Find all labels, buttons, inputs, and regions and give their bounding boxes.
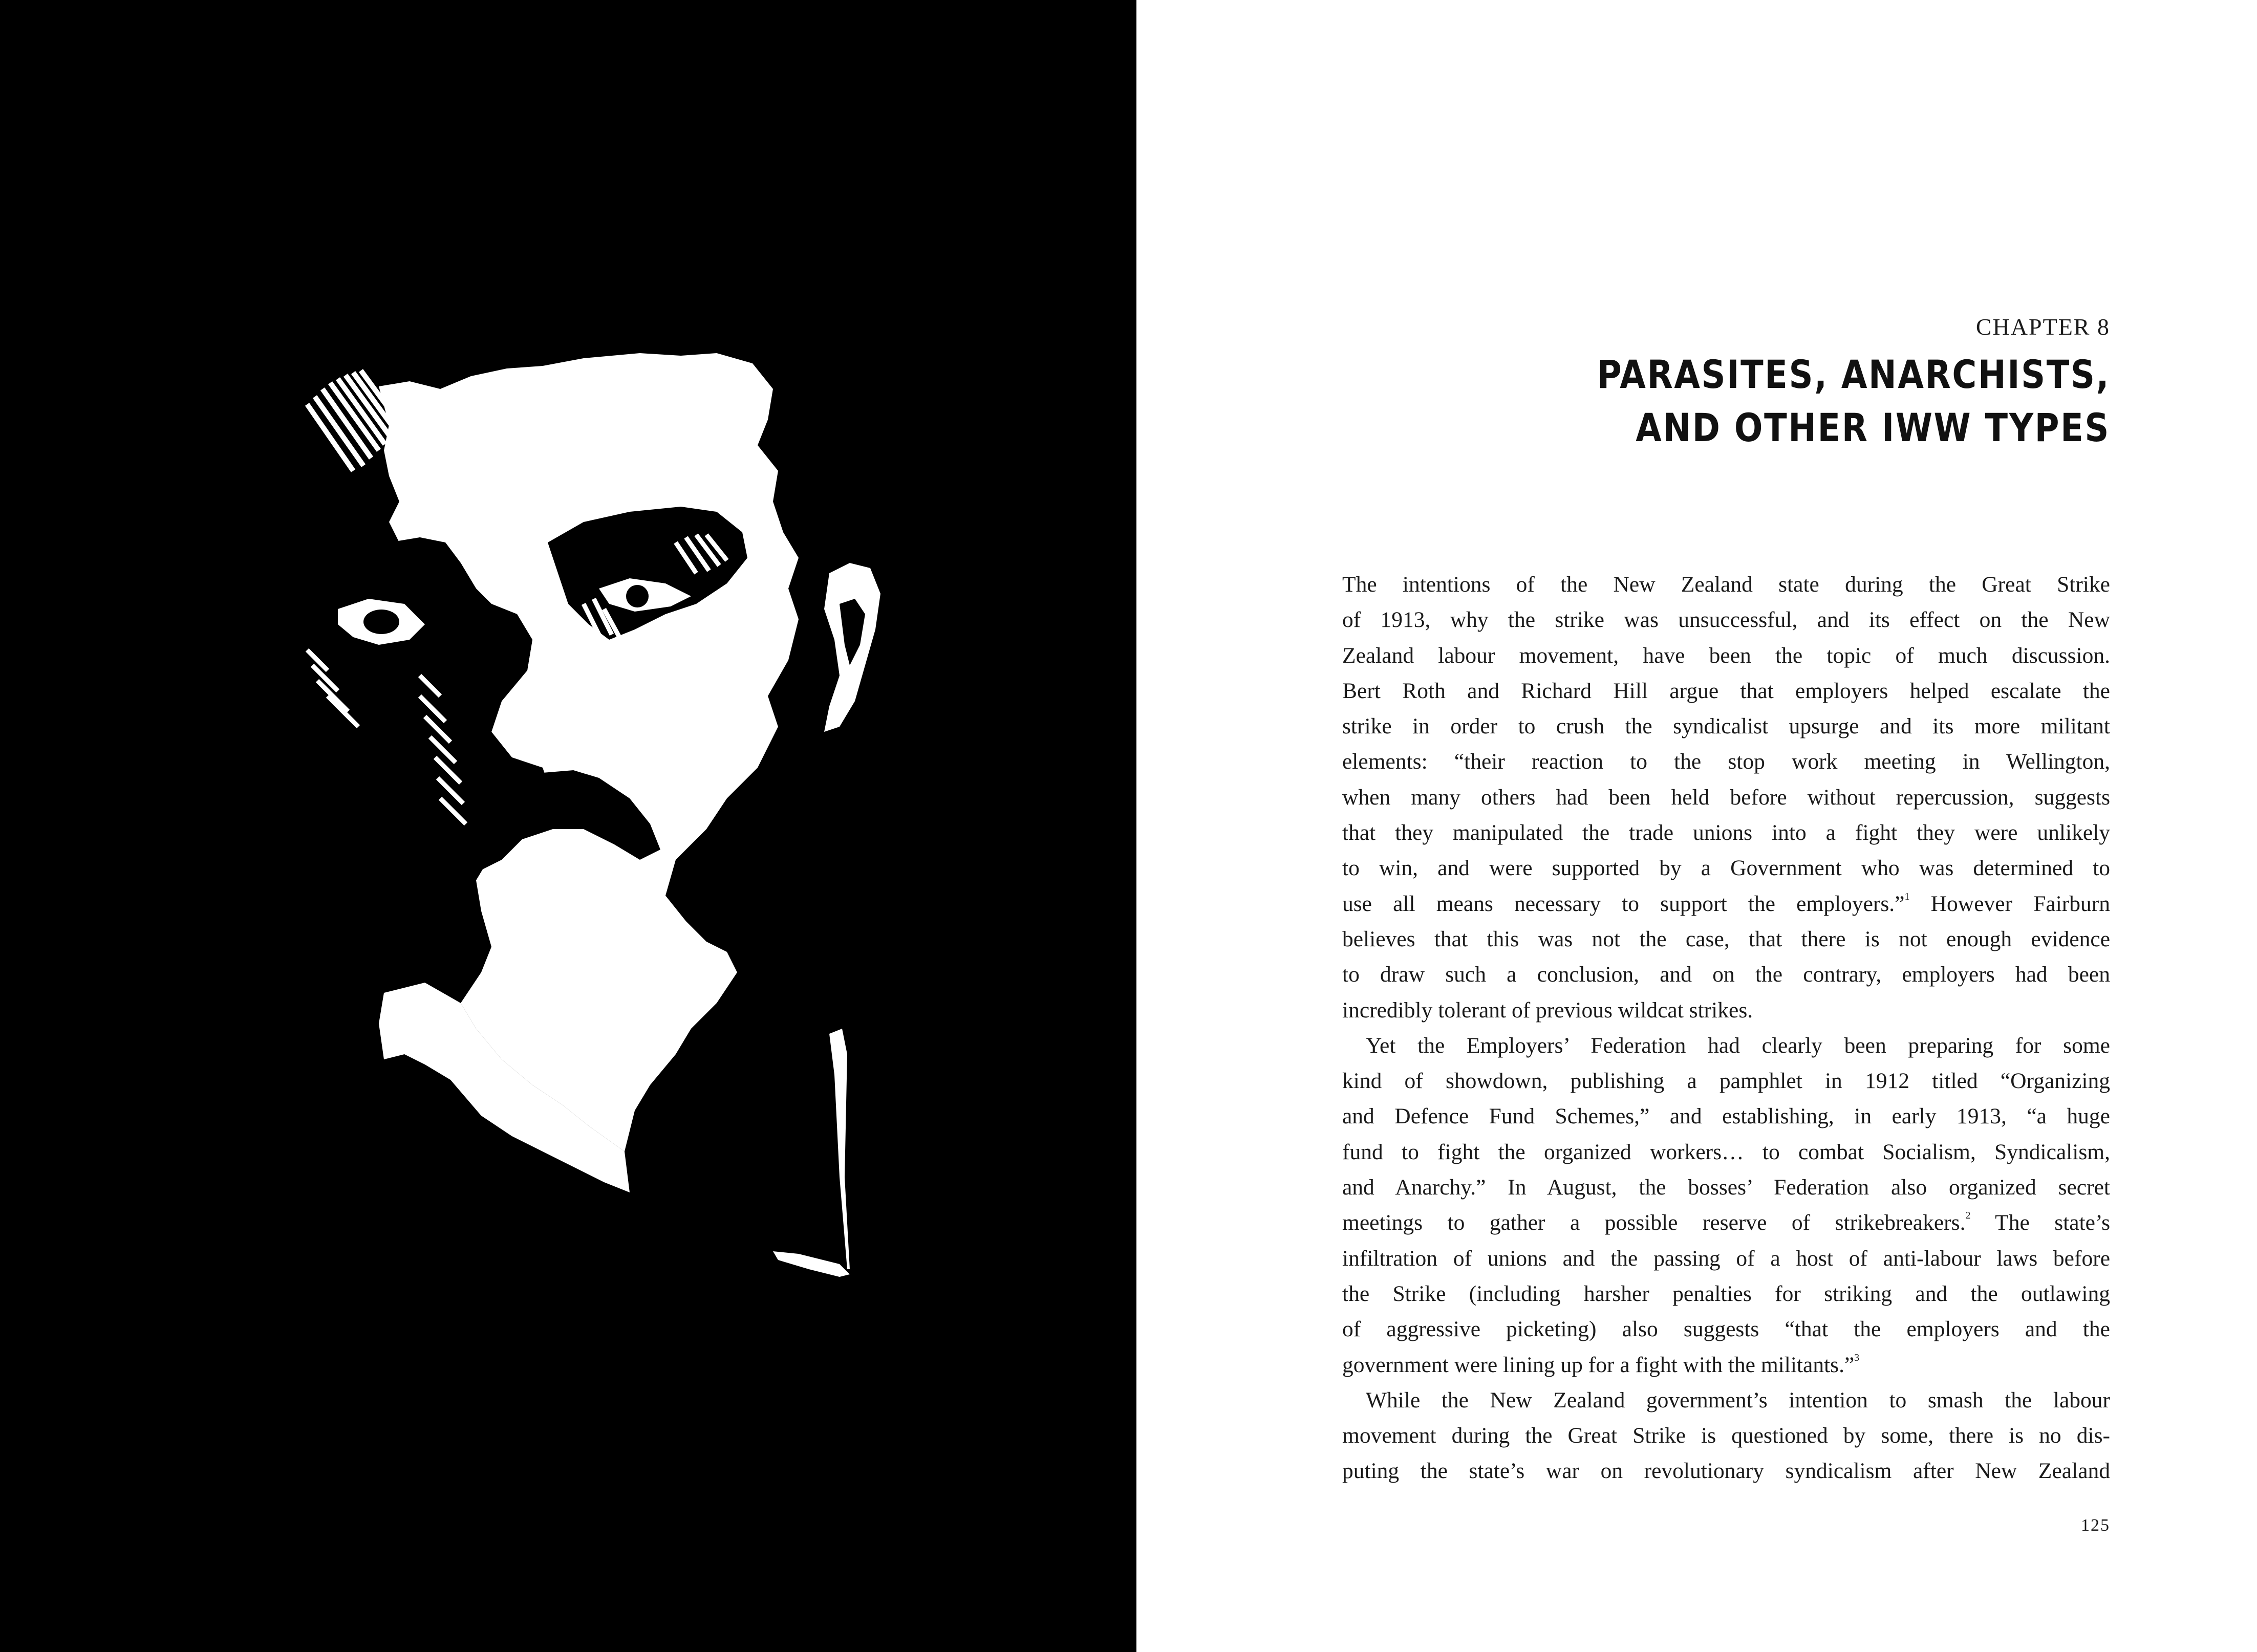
left-pupil xyxy=(363,610,399,634)
body-line: fund to fight the organized workers… to combat Socialism, Syndicalism, xyxy=(1342,1139,2110,1164)
body-line: Yet the Employers’ Federation had clearly been preparing for some xyxy=(1366,1033,2110,1058)
body-line-text: However Fairburn xyxy=(1930,891,2110,916)
body-line: when many others had been held before without repercussion, suggests xyxy=(1342,785,2110,810)
lapel-foot xyxy=(773,1251,850,1277)
body-line: While the New Zealand government’s intention to smash the labour xyxy=(1366,1387,2110,1412)
chapter-title-line-2: AND OTHER IWW TYPES xyxy=(1636,405,2110,450)
right-pupil xyxy=(626,585,649,607)
body-line: infiltration of unions and the passing of a host of anti-labour laws before xyxy=(1342,1246,2110,1271)
body-line: that they manipulated the trade unions into a fight they were unlikely xyxy=(1342,820,2110,845)
body-line: kind of showdown, publishing a pamphlet in 1912 titled “Organizing xyxy=(1342,1069,2110,1094)
page-number: 125 xyxy=(2081,1516,2110,1535)
body-text xyxy=(1342,567,2110,1489)
body-line: puting the state’s war on revolutionary syndicalism after New Zealand xyxy=(1342,1459,2110,1484)
chapter-title-line-1: PARASITES, ANARCHISTS, xyxy=(1597,352,2110,397)
body-line: to win, and were supported by a Government who was determined to xyxy=(1342,856,2110,881)
body-line: and Defence Fund Schemes,” and establishing, in early 1913, “a huge xyxy=(1342,1104,2110,1129)
body-line-text: government were lining up for a fight with the militants.” xyxy=(1342,1352,1855,1377)
body-line: and Anarchy.” In August, the bosses’ Federation also organized secret xyxy=(1342,1175,2110,1200)
body-line: the Strike (including harsher penalties for striking and the outlawing xyxy=(1342,1281,2110,1306)
body-line-text: use all means necessary to support the employers.” xyxy=(1342,891,1905,916)
body-line: of aggressive picketing) also suggests “that the employers and the xyxy=(1342,1317,2110,1342)
body-line: elements: “their reaction to the stop work meeting in Wellington, xyxy=(1342,749,2110,774)
body-line: Bert Roth and Richard Hill argue that employers helped escalate the xyxy=(1342,678,2110,703)
body-line xyxy=(1342,886,2110,922)
body-line: believes that this was not the case, that there is not enough evidence xyxy=(1342,926,2110,951)
body-line xyxy=(1342,1347,2110,1383)
chapter-title xyxy=(1582,348,2110,454)
body-line: strike in order to crush the syndicalist upsurge and its more militant xyxy=(1342,714,2110,739)
body-line xyxy=(1342,1205,2110,1241)
footnote-marker: 2 xyxy=(1965,1210,1971,1222)
chapter-number: CHAPTER 8 xyxy=(1975,314,2110,340)
footnote-marker: 1 xyxy=(1904,890,1910,902)
lapel-line xyxy=(829,1029,850,1269)
hair-hatching xyxy=(307,371,395,471)
body-line-text: The state’s xyxy=(1995,1210,2111,1235)
body-line: of 1913, why the strike was unsuccessful, and its effect on the New xyxy=(1342,607,2110,633)
body-line-text: meetings to gather a possible reserve of strikebreakers. xyxy=(1342,1210,1966,1235)
body-line: The intentions of the New Zealand state during the Great Strike xyxy=(1342,572,2110,597)
text-page xyxy=(1136,0,2257,1652)
body-line: movement during the Great Strike is questioned by some, there is no dis- xyxy=(1342,1423,2110,1448)
footnote-marker: 3 xyxy=(1854,1352,1860,1363)
body-line: incredibly tolerant of previous wildcat strikes. xyxy=(1342,997,1753,1023)
body-line: Zealand labour movement, have been the topic of much discussion. xyxy=(1342,643,2110,668)
body-line: to draw such a conclusion, and on the contrary, employers had been xyxy=(1342,962,2110,987)
